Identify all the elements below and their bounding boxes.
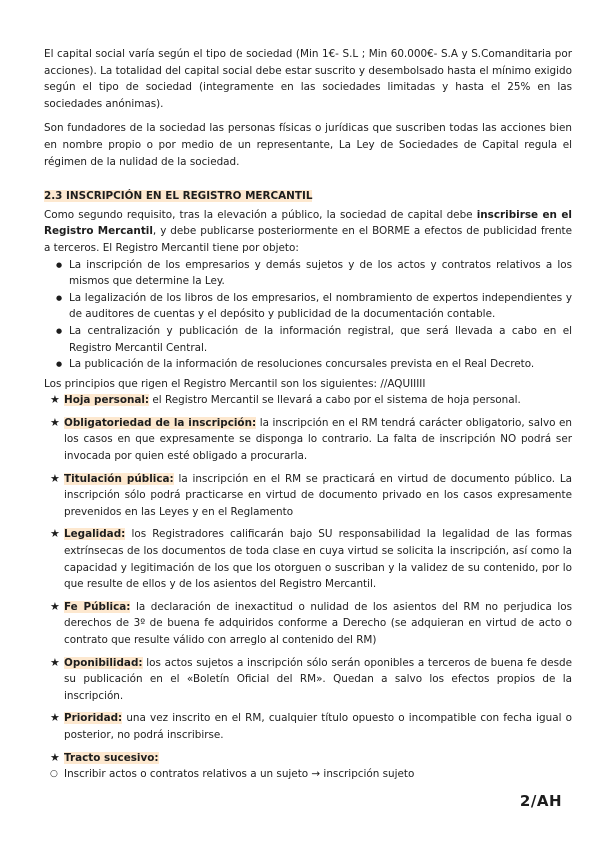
star-icon: ★	[50, 527, 60, 541]
principle-item: ★ Legalidad: los Registradores calificarán bajo SU responsabilidad la legalidad de las formas extrínsecas de los documentos de toda clase en cuya virtud se solicita la inscripción, así como la capacidad y legitimación de los que los otorguen o suscriban y la validez de su contenido, por lo que resulte de ellos y de los asientos del Registro Mercantil.	[50, 527, 572, 591]
principle-item: ★ Obligatoriedad de la inscripción: la inscripción en el RM tendrá carácter obligatorio, salvo en los casos en que expresamente se disponga lo contrario. La falta de inscripción NO podrá ser invocada por quien esté obligado a procurarla.	[50, 415, 573, 463]
list-item: ● La centralización y publicación de la información registral, que será llevada a cabo en el Registro Mercantil Central.	[56, 323, 572, 356]
objects-list	[44, 257, 572, 373]
principle-item: ★ Tracto sucesivo:	[44, 750, 572, 767]
star-icon: ★	[50, 471, 60, 485]
page-number: 2/AH	[519, 792, 562, 810]
paragraph-capital-social: El capital social varía según el tipo de sociedad (Min 1€- S.L ; Min 60.000€- S.A y S.Comanditaria por acciones). La totalidad del capital social debe estar suscrito y desembolsado hasta el mínimo exigido según el tipo de sociedad (integramente en las sociedades limitadas y hasta el 25% en las sociedades anónimas).	[44, 48, 572, 110]
document-page	[44, 46, 572, 783]
list-item: ● La publicación de la información de resoluciones concursales prevista en el Real Decreto.	[56, 356, 572, 373]
list-item: ● La legalización de los libros de los empresarios, el nombramiento de expertos independientes y de auditores de cuentas y el depósito y publicidad de la documentación contable.	[56, 290, 572, 323]
principles-list	[44, 392, 572, 782]
star-icon: ★	[50, 393, 60, 407]
section-heading: 2.3 INSCRIPCIÓN EN EL REGISTRO MERCANTIL	[44, 190, 313, 203]
principles-intro: Los principios que rigen el Registro Mercantil son los siguientes: //AQUIIIII	[44, 377, 426, 390]
section-intro: Como segundo requisito, tras la elevación a público, la sociedad de capital debe inscribirse en el Registro Mercantil, y debe publicarse posteriormente en el BORME a efectos de publicidad frente a terceros. El Registro Mercantil tiene por objeto:	[44, 208, 573, 254]
star-icon: ★	[50, 711, 60, 725]
sub-list-item: ○ Inscribir actos o contratos relativos a un sujeto → inscripción sujeto	[44, 766, 572, 783]
principle-item: ★ Hoja personal: el Registro Mercantil se llevará a cabo por el sistema de hoja personal.	[44, 392, 572, 409]
principle-item: ★ Titulación pública: la inscripción en el RM se practicará en virtud de documento público. La inscripción sólo podrá practicarse en virtud de documento privado en los casos expresamente prevenidos en las Leyes y en el Reglamento	[50, 471, 573, 518]
star-icon: ★	[50, 655, 60, 669]
paragraph-fundadores: Son fundadores de la sociedad las personas físicas o jurídicas que suscriben todas las acciones bien en nombre propio o por medio de un representante, La Ley de Sociedades de Capital regula el régimen de la nulidad de la sociedad.	[44, 122, 572, 168]
star-icon: ★	[50, 750, 60, 764]
circle-icon: ○	[50, 769, 58, 780]
principle-item: ★ Oponibilidad: los actos sujetos a inscripción sólo serán oponibles a terceros de buena fe desde su publicación en el «Boletín Oficial del RM». Quedan a salvo los efectos propios de la inscripción.	[50, 655, 572, 702]
principle-item: ★ Prioridad: una vez inscrito en el RM, cualquier título opuesto o incompatible con fecha igual o posterior, no podrá inscribirse.	[50, 711, 572, 741]
principle-item: ★ Fe Pública: la declaración de inexactitud o nulidad de los asientos del RM no perjudica los derechos de 3º de buena fe adquiridos conforme a Derecho (se adquieran en virtud de acto o contrato que resulte válido con arreglo al contenido del RM)	[50, 599, 572, 646]
star-icon: ★	[50, 599, 60, 613]
star-icon: ★	[50, 415, 60, 429]
list-item: ● La inscripción de los empresarios y demás sujetos y de los actos y contratos relativos a los mismos que determine la Ley.	[56, 257, 572, 290]
